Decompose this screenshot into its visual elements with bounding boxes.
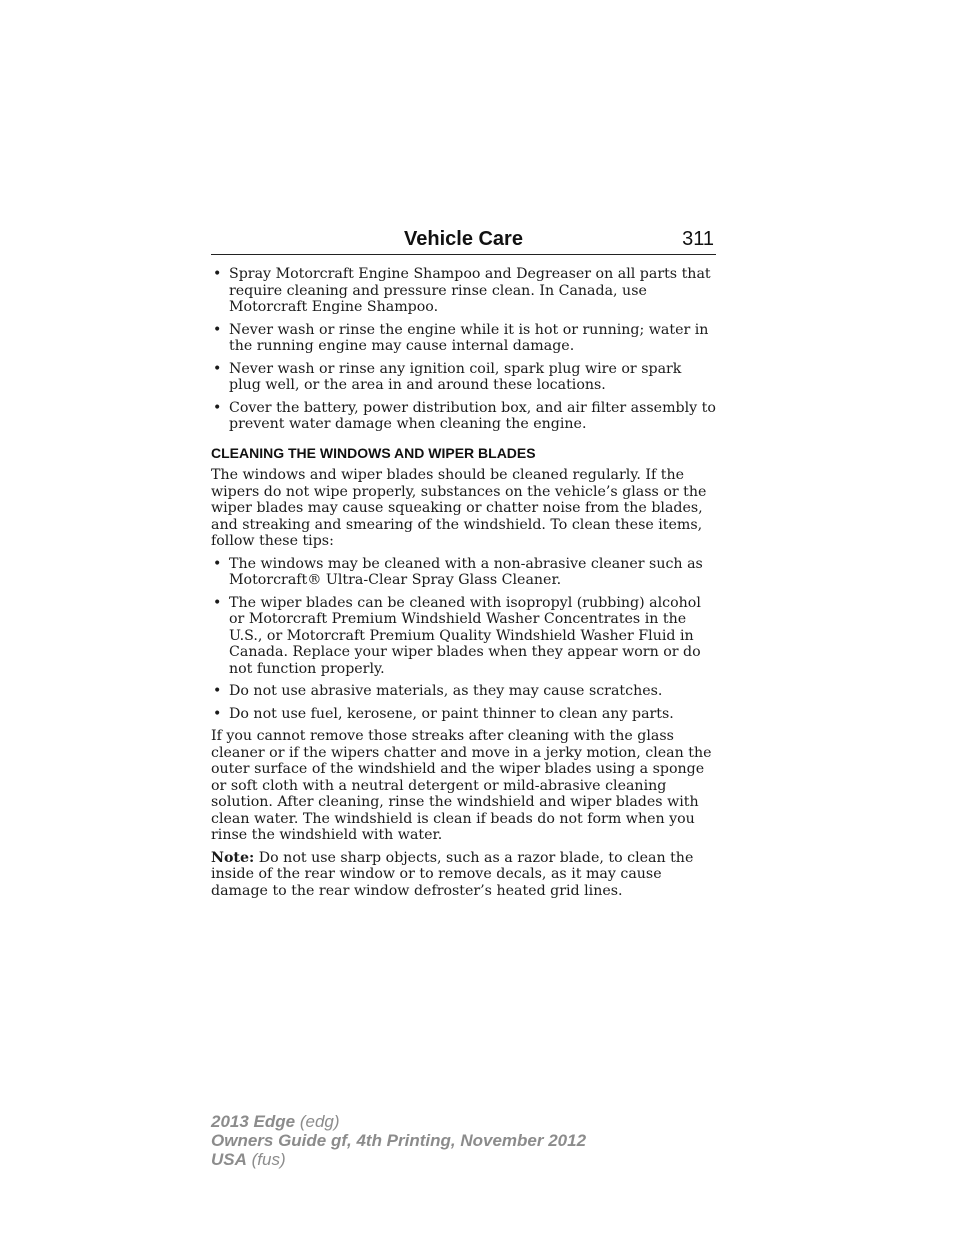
footer-region: USA (211, 1150, 247, 1169)
page-footer (211, 1112, 586, 1169)
page-content (211, 228, 716, 905)
footer-model-code: (edg) (295, 1112, 340, 1131)
list-item: • Never wash or rinse the engine while it is hot or running; water in the running engine may cause internal damage. (211, 322, 716, 355)
note-label: Note: (211, 849, 255, 866)
list-item: • Never wash or rinse any ignition coil, spark plug wire or spark plug well, or the area in and around these locations. (211, 361, 716, 394)
list-item: • The windows may be cleaned with a non-abrasive cleaner such as Motorcraft® Ultra-Clear Spray Glass Cleaner. (211, 556, 716, 589)
footer-guide-line (211, 1131, 586, 1150)
note-text: Do not use sharp objects, such as a razor blade, to clean the inside of the rear window or to remove decals, as it may cause damage to the rear window defroster’s heated grid lines. (211, 849, 694, 899)
note-paragraph (211, 850, 716, 900)
footer-model: 2013 Edge (211, 1112, 296, 1131)
section-title: Vehicle Care (404, 228, 523, 250)
footer-guide: Owners Guide gf, 4th Printing, November 2012 (211, 1131, 587, 1150)
streaks-paragraph: If you cannot remove those streaks after cleaning with the glass cleaner or if the wipers chatter and move in a jerky motion, clean the outer surface of the windshield and the wiper blades using a sponge or soft cloth with a neutral detergent or mild-abrasive cleaning solution. After cleaning, rinse the windshield and wiper blades with clean water. The windshield is clean if beads do not form when you rinse the windshield with water. (211, 728, 712, 843)
list-item: • Spray Motorcraft Engine Shampoo and Degreaser on all parts that require cleaning and pressure rinse clean. In Canada, use Motorcraft Engine Shampoo. (211, 266, 716, 316)
list-item: • Cover the battery, power distribution box, and air filter assembly to prevent water damage when cleaning the engine. (211, 400, 716, 433)
footer-region-line (211, 1150, 586, 1169)
list-item: • Do not use abrasive materials, as they may cause scratches. (211, 683, 716, 700)
intro-paragraph: The windows and wiper blades should be cleaned regularly. If the wipers do not wipe properly, substances on the vehicle’s glass or the wiper blades may cause squeaking or chatter noise from the blades, and streaking and smearing of the windshield. To clean these items, follow these tips: (211, 467, 707, 549)
page-number: 311 (682, 228, 714, 250)
page-header (211, 228, 716, 255)
footer-region-code: (fus) (246, 1150, 286, 1169)
footer-model-line (211, 1112, 586, 1131)
engine-cleaning-list (211, 266, 716, 433)
list-item: • Do not use fuel, kerosene, or paint thinner to clean any parts. (211, 706, 716, 723)
section-heading: CLEANING THE WINDOWS AND WIPER BLADES (211, 444, 536, 461)
window-cleaning-list (211, 556, 716, 723)
list-item: • The wiper blades can be cleaned with isopropyl (rubbing) alcohol or Motorcraft Premium Windshield Washer Concentrates in the U.S., or Motorcraft Premium Quality Windshield Washer Fluid in Canada. Replace your wiper blades when they appear worn or do not function properly. (211, 595, 716, 678)
